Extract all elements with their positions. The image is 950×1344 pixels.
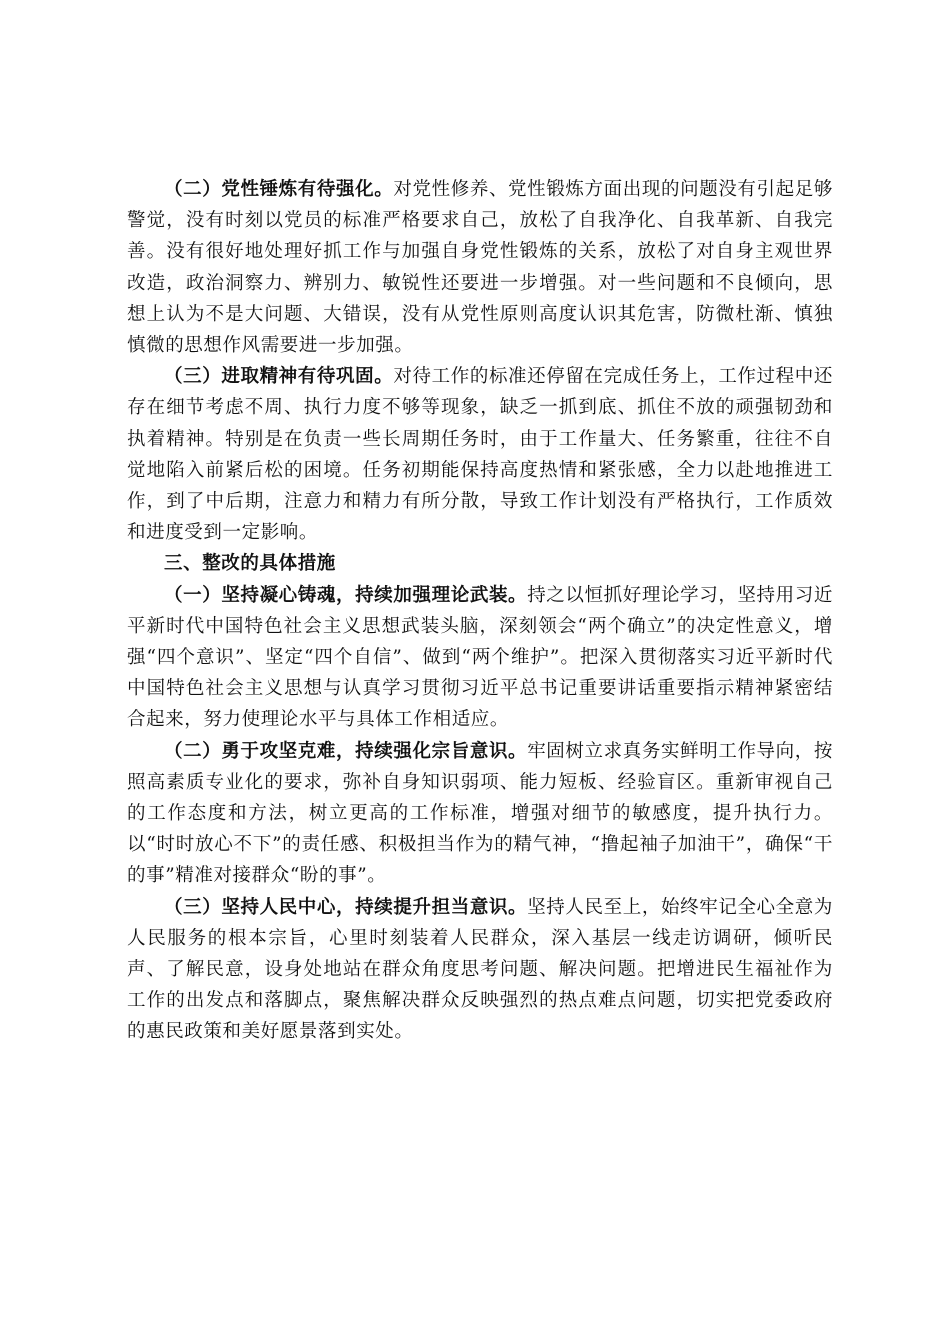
- paragraph-theory-study: [127, 580, 833, 736]
- paragraph-people-centered: [127, 892, 833, 1048]
- paragraph-lead: （二）勇于攻坚克难，持续强化宗旨意识。: [164, 740, 528, 762]
- paragraph-enterprising-spirit: [127, 361, 833, 548]
- paragraph-lead: （三）进取精神有待巩固。: [164, 366, 394, 388]
- paragraph-lead: （一）坚持凝心铸魂，持续加强理论武装。: [164, 584, 528, 606]
- paragraph-text: 对党性修养、党性锻炼方面出现的问题没有引起足够警觉，没有时刻以党员的标准严格要求自己，放松了自我净化、自我革新、自我完善。没有很好地处理好抓工作与加强自身党性锻炼的关系，放松了对自身主观世界改造，政治洞察力、辨别力、敏锐性还要进一步增强。对一些问题和不良倾向，思想上认为不是大问题、大错误，没有从党性原则高度认识其危害，防微杜渐、慎独慎微的思想作风需要进一步加强。: [127, 179, 833, 357]
- paragraph-text: 对待工作的标准还停留在完成任务上，工作过程中还存在细节考虑不周、执行力度不够等现象，缺乏一抓到底、抓住不放的顽强韧劲和执着精神。特别是在负责一些长周期任务时，由于工作量大、任务繁重，往往不自觉地陷入前紧后松的困境。任务初期能保持高度热情和紧张感，全力以赴地推进工作，到了中后期，注意力和精力有所分散，导致工作计划没有严格执行，工作质效和进度受到一定影响。: [127, 366, 833, 544]
- section-heading: 三、整改的具体措施: [164, 553, 336, 575]
- paragraph-purpose-awareness: [127, 736, 833, 892]
- paragraph-lead: （三）坚持人民中心，持续提升担当意识。: [164, 896, 528, 918]
- paragraph-lead: （二）党性锤炼有待强化。: [164, 179, 394, 200]
- document-body: [127, 174, 833, 1048]
- paragraph-text: 持之以恒抓好理论学习，坚持用习近平新时代中国特色社会主义思想武装头脑，深刻领会“两个确立”的决定性意义，增强“四个意识”、坚定“四个自信”、做到“两个维护”。把深入贯彻落实习近平新时代中国特色社会主义思想与认真学习贯彻习近平总书记重要讲话重要指示精神紧密结合起来，努力使理论水平与具体工作相适应。: [127, 584, 834, 731]
- paragraph-text: 坚持人民至上，始终牢记全心全意为人民服务的根本宗旨，心里时刻装着人民群众，深入基层一线走访调研，倾听民声、了解民意，设身处地站在群众角度思考问题、解决问题。把增进民生福祉作为工作的出发点和落脚点，聚焦解决群众反映强烈的热点难点问题，切实把党委政府的惠民政策和美好愿景落到实处。: [127, 896, 834, 1043]
- paragraph-text: 牢固树立求真务实鲜明工作导向，按照高素质专业化的要求，弥补自身知识弱项、能力短板、经验盲区。重新审视自己的工作态度和方法，树立更高的工作标准，增强对细节的敏感度，提升执行力。以“时时放心不下”的责任感、积极担当作为的精气神，“撸起袖子加油干”，确保“干的事”精准对接群众“盼的事”。: [127, 740, 834, 887]
- paragraph-party-spirit: [127, 174, 833, 361]
